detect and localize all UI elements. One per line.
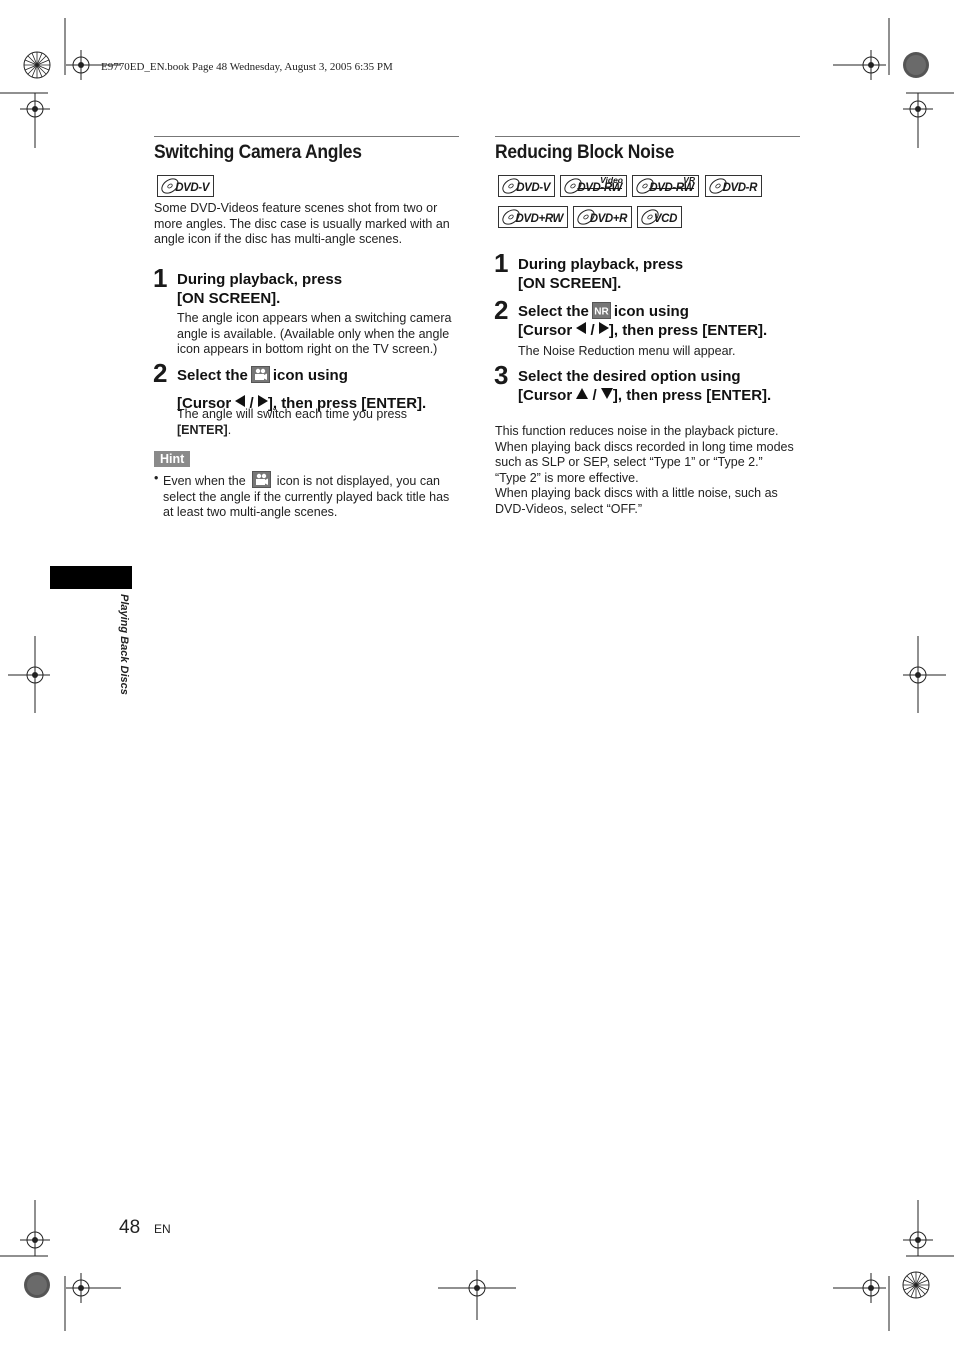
file-header: E9770ED_EN.book Page 48 Wednesday, August 3, 2005 6:35 PM [101,61,393,73]
left-step2-note [177,407,459,438]
badge-label: DVD+R [589,213,627,225]
chapter-label: Playing Back Discs [118,594,130,695]
badge-dvd-plus-rw [498,206,568,228]
left-step2-note-pre: The angle will switch each time you press [177,407,407,421]
right-body-p4: When playing back discs with a little noise, such as DVD-Videos, select “OFF.” [495,486,778,516]
badge-dvd-v [157,175,214,197]
right-step1-line1: During playback, press [518,256,684,273]
right-step3-line2-post: ], then press [ENTER]. [612,387,772,404]
right-step2-pre: Select the [518,303,589,320]
right-step2-slash: / [590,322,595,339]
left-step2-note-bold: [ENTER] [177,422,228,437]
chapter-tab [50,566,132,589]
left-step2-text [177,366,426,413]
camera-angle-icon [252,471,271,488]
left-step1-note: The angle icon appears when a switching camera angle is available. (Available only when the angle icon appears in bottom right on the TV screen.) [177,311,452,356]
right-step3-text [518,367,771,405]
page-number: 48 [119,1217,141,1238]
left-section-title: Switching Camera Angles [154,142,362,163]
right-body-p1: This function reduces noise in the playback picture. [495,424,779,438]
right-step2-post: icon using [613,303,689,320]
cursor-down-icon [601,388,613,399]
left-step1-number: 1 [153,263,168,293]
left-step2-line2-post: ], then press [ENTER]. [267,395,427,412]
badge-sup: Video [600,175,623,185]
hint-post: icon is not displayed, you can select the angle if the currently played back title has at least two multi-angle scenes. [163,474,450,519]
hint-bullet: • [154,471,159,485]
cursor-right-icon [599,322,609,334]
right-step2-line2-post: ], then press [ENTER]. [608,322,768,339]
right-body-p3: “Type 2” is more effective. [495,470,639,485]
badge-label: DVD-V [516,182,550,194]
right-title-rule [495,136,800,137]
right-step2-line2-pre: [Cursor [518,322,573,339]
cursor-up-icon [576,388,588,399]
badge-label: DVD-R [722,182,757,194]
right-body [495,424,800,517]
left-step1-line2: [ON SCREEN]. [177,290,281,307]
badge-label: DVD-RW [649,182,694,194]
right-step2-note: The Noise Reduction menu will appear. [518,344,736,358]
svg-text:NR: NR [594,306,609,318]
hint-label: Hint [154,451,190,467]
hint-pre: Even when the [163,474,246,488]
badge-label: VCD [653,213,677,225]
page-language: EN [154,1222,171,1236]
cursor-left-icon [235,395,245,407]
left-step1-text [177,270,342,308]
cursor-left-icon [576,322,586,334]
left-step1-line1: During playback, press [177,271,343,288]
right-step3-line1: Select the desired option using [518,368,741,385]
left-step2-slash: / [249,395,254,412]
left-step2-post: icon using [272,367,348,384]
right-step2-number: 2 [494,295,509,325]
badge-dvd-v [498,175,555,197]
right-step2-text [518,302,767,340]
hint-text [154,471,459,521]
badge-label: DVD-V [175,182,209,194]
badge-dvd-rw-video [560,175,627,197]
left-step2-note-post: . [227,422,232,437]
left-step2-number: 2 [153,358,168,388]
left-intro: Some DVD-Videos feature scenes shot from two or more angles. The disc case is usually marked with an angle icon if the disc has multi-angle scenes. [154,201,450,246]
right-step3-slash: / [592,387,597,404]
right-step1-text [518,255,683,293]
left-step2-pre: Select the [177,367,248,384]
right-step3-line2-pre: [Cursor [518,387,573,404]
badge-sup: VR [683,175,695,185]
cursor-right-icon [258,395,268,407]
badge-label: DVD-RW [577,182,622,194]
badge-dvd-r [705,175,762,197]
noise-reduction-icon [592,302,611,319]
right-step1-number: 1 [494,248,509,278]
badge-vcd [637,206,682,228]
left-title-rule [154,136,459,137]
right-step1-line2: [ON SCREEN]. [518,275,622,292]
right-section-title: Reducing Block Noise [495,142,675,163]
badge-dvd-plus-r [573,206,632,228]
badge-dvd-rw-vr [632,175,699,197]
left-step2-line2-pre: [Cursor [177,395,232,412]
right-body-p2: When playing back discs recorded in long time modes such as SLP or SEP, select “Type 1” or “Type 2.” [495,439,794,469]
badge-label: DVD+RW [515,213,563,225]
right-step3-number: 3 [494,360,509,390]
camera-angle-icon [251,366,270,383]
